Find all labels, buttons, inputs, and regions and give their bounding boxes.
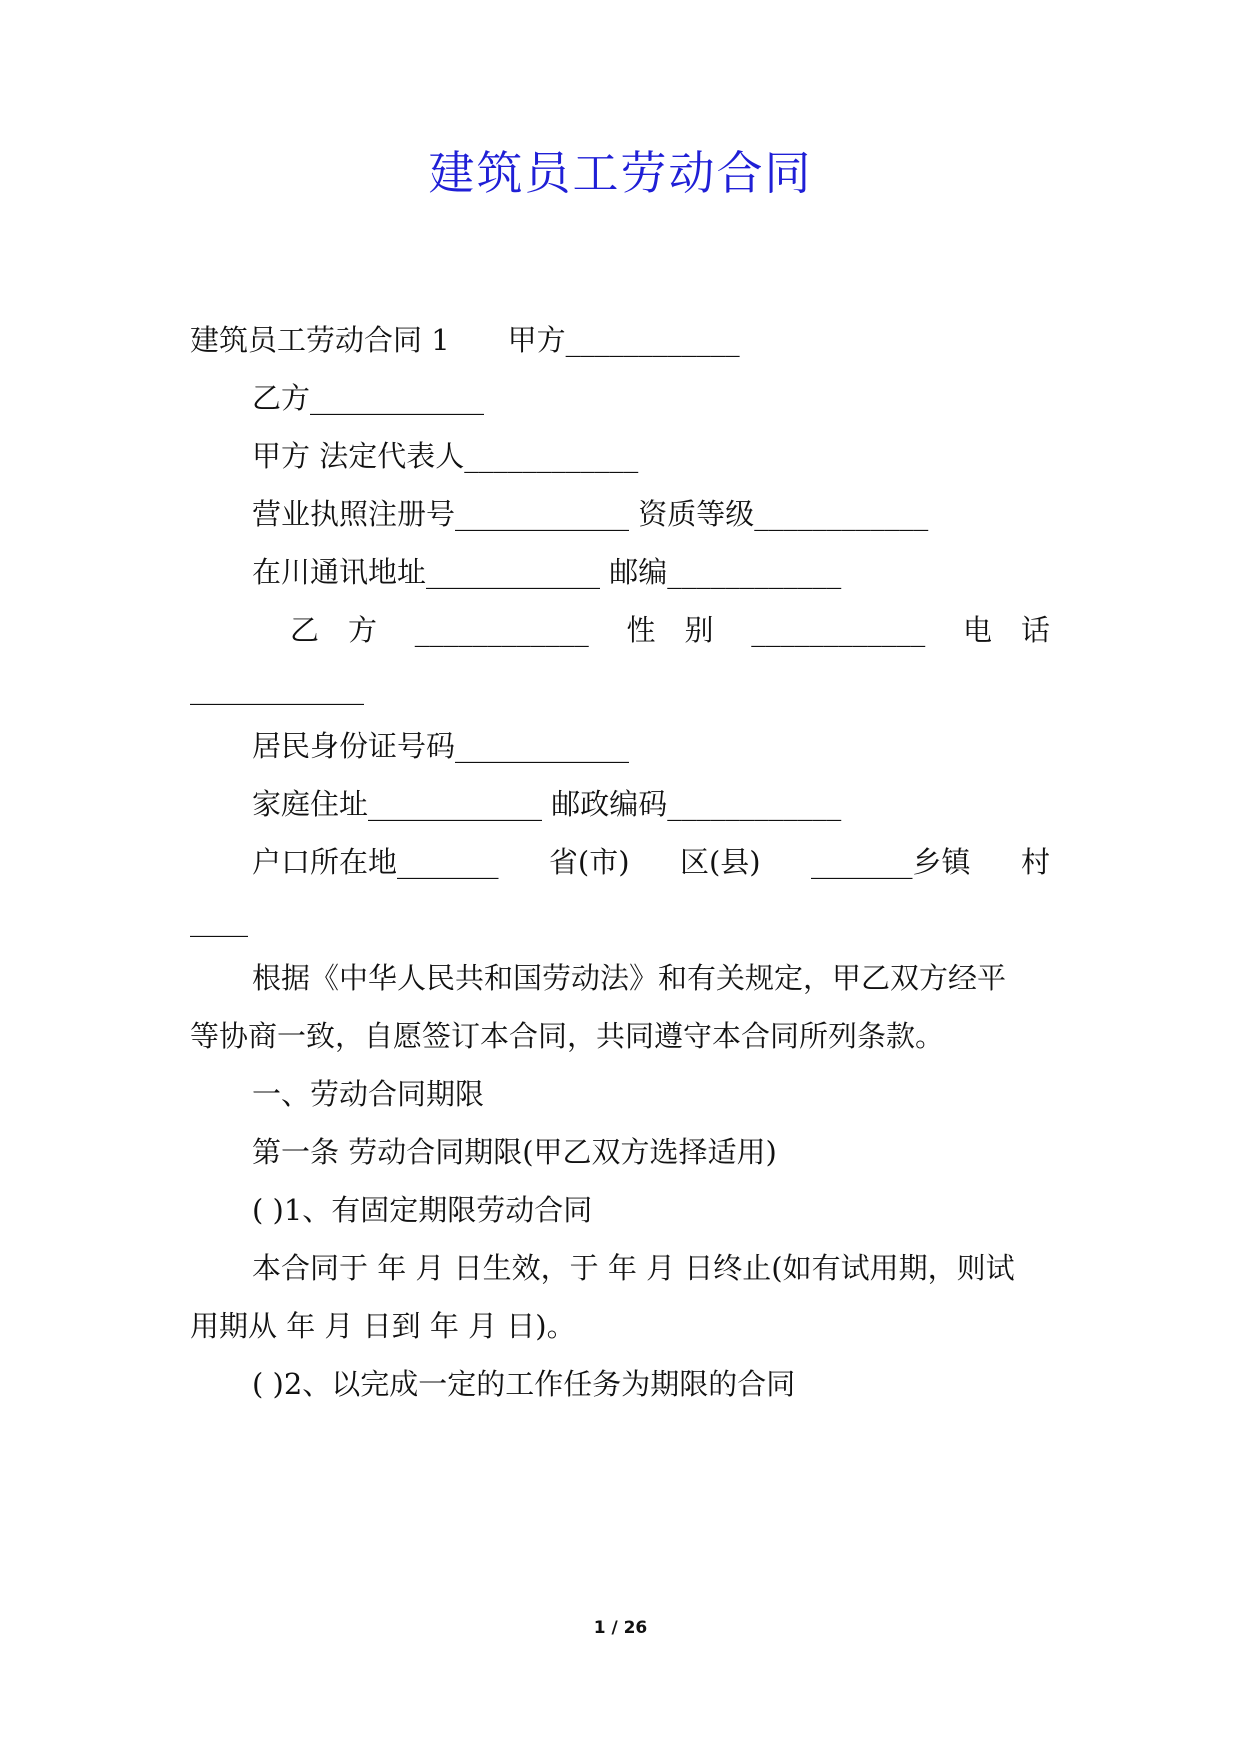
address-line: 在川通讯地址____________ 邮编____________ (252, 555, 842, 589)
license-line: 营业执照注册号____________ 资质等级____________ (252, 497, 929, 531)
phone-blank-line: ____________ (190, 671, 364, 705)
party-b-blank: ____________ (414, 613, 589, 647)
home-address-line: 家庭住址____________ 邮政编码____________ (252, 787, 842, 821)
section-heading-term: 一、劳动合同期限 (252, 1077, 485, 1111)
effective-date-line-2: 用期从 年 月 日到 年 月 日)。 (190, 1309, 576, 1343)
document-title: 建筑员工劳动合同 (428, 146, 813, 200)
gender-blank: ____________ (751, 613, 926, 647)
preamble-line-1: 根据《中华人民共和国劳动法》和有关规定，甲乙双方经平 (252, 961, 1007, 995)
hukou-label: 户口所在地_______ (252, 845, 499, 879)
option-fixed-term: ( )1、有固定期限劳动合同 (252, 1193, 593, 1227)
party-b-info-row (290, 613, 1050, 648)
page-number: 1 / 26 (593, 1618, 648, 1638)
preamble-line-2: 等协商一致，自愿签订本合同，共同遵守本合同所列条款。 (190, 1019, 945, 1053)
village-label: 村 (1020, 845, 1050, 879)
legal-rep-line: 甲方 法定代表人____________ (252, 439, 639, 473)
district-label: 区(县) (679, 845, 761, 879)
article-one-heading: 第一条 劳动合同期限(甲乙双方选择适用) (252, 1135, 777, 1169)
party-b-line: 乙方____________ (252, 381, 485, 415)
hukou-row (252, 845, 1050, 880)
id-number-line: 居民身份证号码____________ (252, 729, 630, 763)
village-blank-line: ____ (190, 903, 248, 937)
phone-label: 电 话 (962, 613, 1050, 647)
party-b-label: 乙 方 (290, 613, 378, 647)
contract-heading-line: 建筑员工劳动合同 1 甲方____________ (190, 323, 740, 357)
option-task-term: ( )2、以完成一定的工作任务为期限的合同 (252, 1367, 796, 1401)
province-label: 省(市) (548, 845, 630, 879)
township-label: _______乡镇 (811, 845, 971, 879)
effective-date-line-1: 本合同于 年 月 日生效，于 年 月 日终止(如有试用期，则试 (252, 1251, 1015, 1285)
gender-label: 性 别 (626, 613, 714, 647)
